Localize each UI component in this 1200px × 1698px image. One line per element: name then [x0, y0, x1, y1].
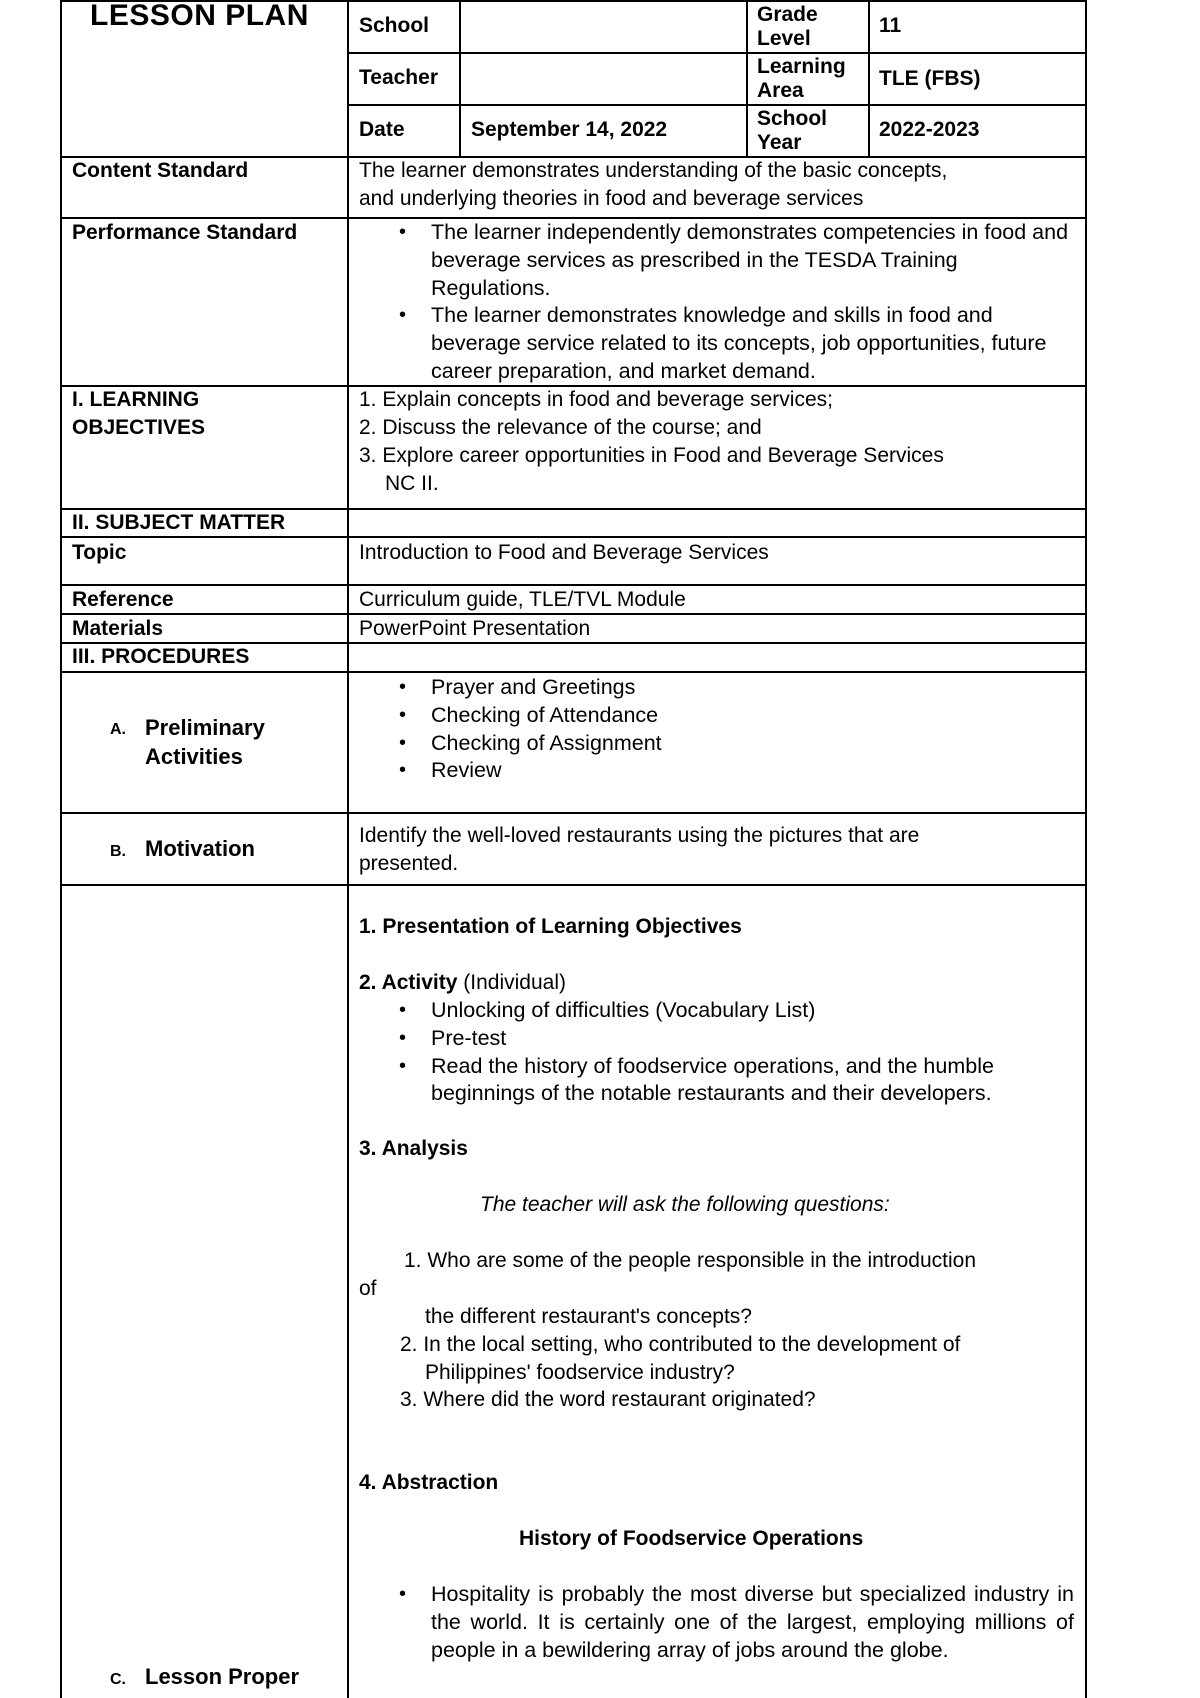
performance-standard-list	[359, 219, 1074, 386]
motivation-text: presented.	[359, 852, 459, 875]
preliminary-label: Preliminary	[145, 715, 265, 740]
materials-value: PowerPoint Presentation	[359, 617, 591, 640]
content-standard-label: Content Standard	[72, 159, 249, 182]
activity-title: 2. Activity	[359, 971, 458, 994]
learning-area-value: TLE (FBS)	[879, 67, 981, 90]
question-3: 3. Where did the word restaurant originated?	[400, 1388, 816, 1411]
procedures-label: III. PROCEDURES	[72, 645, 250, 668]
list-item: • Review	[359, 757, 1074, 785]
abstraction-heading: 4. Abstraction	[359, 1471, 499, 1494]
rule	[60, 812, 1087, 814]
activity-list	[359, 997, 1074, 1108]
rule	[868, 0, 870, 156]
list-item: • Pre-test	[359, 1025, 1074, 1053]
motivation-text: Identify the well-loved restaurants using the pictures that are	[359, 824, 920, 847]
list-item: • The learner independently demonstrates competencies in food and beverage services as prescribed in the TESDA Training Regulations.	[359, 219, 1074, 302]
lesson-plan-title: LESSON PLAN	[90, 0, 309, 32]
rule	[746, 0, 748, 156]
school-label: School	[359, 14, 430, 37]
performance-standard-label: Performance Standard	[72, 221, 298, 244]
topic-value: Introduction to Food and Beverage Services	[359, 541, 769, 564]
preliminary-letter: A.	[110, 721, 126, 738]
school-year-label: School Year	[757, 107, 828, 154]
presentation-heading: 1. Presentation of Learning Objectives	[359, 915, 742, 938]
lesson-proper-label: Lesson Proper	[145, 1664, 300, 1689]
list-item: • Unlocking of difficulties (Vocabulary List)	[359, 997, 1074, 1025]
objective-item: 3. Explore career opportunities in Food and Beverage Services	[359, 444, 944, 467]
list-item: • The learner demonstrates knowledge and skills in food and beverage service related to its concepts, job opportunities, future career preparation, and market demand.	[359, 302, 1074, 385]
rule	[60, 884, 1087, 886]
grade-level-label: Grade Level	[757, 3, 818, 50]
question-1-cont: the different restaurant's concepts?	[425, 1305, 752, 1328]
learning-objectives-label: I. LEARNING	[72, 388, 200, 411]
reference-label: Reference	[72, 588, 174, 611]
preliminary-list	[359, 674, 1074, 785]
list-item: • Checking of Attendance	[359, 702, 1074, 730]
objective-item: 1. Explain concepts in food and beverage services;	[359, 388, 833, 411]
grade-level-value: 11	[879, 14, 902, 37]
school-year-value: 2022-2023	[879, 118, 980, 141]
history-list	[359, 1581, 1074, 1664]
question-2: 2. In the local setting, who contributed to the development of	[400, 1333, 961, 1356]
learning-area-label: Learning Area	[757, 55, 846, 102]
lesson-proper-letter: C.	[110, 1671, 126, 1688]
list-item: • Checking of Assignment	[359, 730, 1074, 758]
preliminary-label: Activities	[145, 744, 243, 769]
rule	[60, 671, 1087, 673]
materials-label: Materials	[72, 617, 164, 640]
content-standard-text: and underlying theories in food and beverage services	[359, 187, 864, 210]
question-1-wrap: of	[359, 1277, 377, 1300]
subject-matter-label: II. SUBJECT MATTER	[72, 511, 286, 534]
rule	[347, 0, 349, 1698]
analysis-intro: The teacher will ask the following questions:	[480, 1193, 890, 1216]
reference-value: Curriculum guide, TLE/TVL Module	[359, 588, 686, 611]
analysis-heading: 3. Analysis	[359, 1137, 468, 1160]
objective-item: 2. Discuss the relevance of the course; and	[359, 416, 762, 439]
content-standard-text: The learner demonstrates understanding of the basic concepts,	[359, 159, 948, 182]
activity-heading	[359, 969, 566, 997]
teacher-label: Teacher	[359, 66, 438, 89]
list-item: • Hospitality is probably the most diverse but specialized industry in the world. It is certainly one of the largest, employing millions of people in a bewildering array of jobs around the globe.	[359, 1581, 1074, 1664]
topic-label: Topic	[72, 541, 127, 564]
list-item: • Prayer and Greetings	[359, 674, 1074, 702]
history-heading: History of Foodservice Operations	[519, 1527, 864, 1550]
rule	[459, 0, 461, 156]
question-2-cont: Philippines' foodservice industry?	[425, 1361, 735, 1384]
objective-item: NC II.	[385, 472, 439, 495]
motivation-label: Motivation	[145, 836, 255, 861]
question-1: 1. Who are some of the people responsible in the introduction	[404, 1249, 977, 1272]
activity-note: (Individual)	[463, 971, 566, 994]
learning-objectives-label: OBJECTIVES	[72, 416, 206, 439]
list-item: • Read the history of foodservice operations, and the humble beginnings of the notable restaurants and their developers.	[359, 1053, 1074, 1109]
date-value: September 14, 2022	[471, 118, 668, 141]
date-label: Date	[359, 118, 405, 141]
motivation-letter: B.	[110, 843, 126, 860]
